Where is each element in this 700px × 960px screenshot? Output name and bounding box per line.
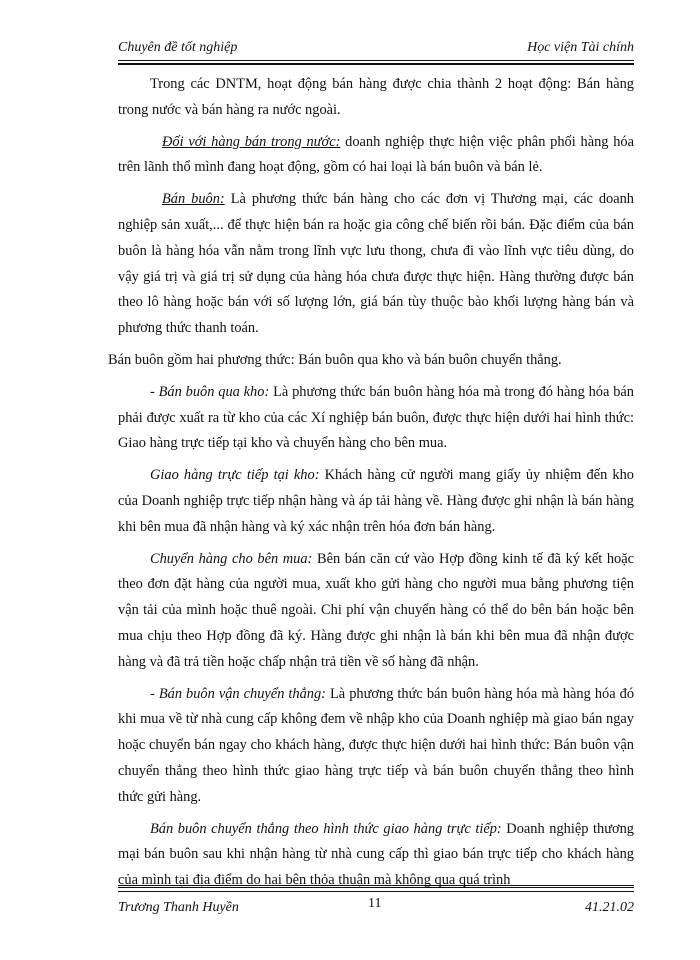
paragraph-ship-to-buyer: Chuyển hàng cho bên mua: Bên bán căn cứ vào Hợp đồng kinh tế đã ký kết hoặc theo đơn đặt hàng của người mua, xuất kho gửi hàng cho người mua bằng phương tiện vận tải của mình hoặc thuê ngoài. Chi phí vận chuyển hàng có thể do bên bán hoặc bên mua chịu theo Hợp đồng đã ký. Hàng được ghi nhận là bán khi bên mua đã nhận được hàng và đã trả tiền hoặc chấp nhận trả tiền về số hàng đã nhận. bbox=[118, 550, 634, 670]
document-body bbox=[108, 72, 635, 900]
paragraph-domestic-sales: Đối với hàng bán trong nước: doanh nghiệp thực hiện việc phân phối hàng hóa trên lãnh thổ mình đang hoạt động, gồm có hai loại là bán buôn và bán lẻ. bbox=[118, 133, 635, 176]
header-title-right: Học viện Tài chính bbox=[527, 40, 634, 55]
paragraph-intro: Trong các DNTM, hoạt động bán hàng được chia thành 2 hoạt động: Bán hàng trong nước và bán hàng ra nước ngoài. bbox=[118, 76, 634, 118]
header-title-left: Chuyên đề tốt nghiệp bbox=[118, 40, 238, 55]
term-drop-ship-wholesale: Bán buôn vận chuyển thẳng: bbox=[158, 685, 326, 702]
header-rule-thick bbox=[118, 63, 634, 65]
term-wholesale: Bán buôn: bbox=[162, 191, 225, 208]
term-warehouse-wholesale: Bán buôn qua kho: bbox=[158, 383, 270, 400]
paragraph-wholesale-methods: Bán buôn gồm hai phương thức: Bán buôn qua kho và bán buôn chuyển thẳng. bbox=[108, 351, 562, 368]
page-header bbox=[118, 38, 634, 60]
paragraph-warehouse-wholesale: - Bán buôn qua kho: Là phương thức bán buôn hàng hóa mà trong đó hàng hóa bán phải được xuất ra từ kho của các Xí nghiệp bán buôn, được thực hiện dưới hai hình thức: Giao hàng trực tiếp tại kho và chuyển hàng cho bên mua. bbox=[118, 383, 634, 452]
footer-code: 41.21.02 bbox=[585, 900, 634, 915]
page-number: 11 bbox=[368, 896, 382, 911]
term-ship-to-buyer: Chuyển hàng cho bên mua: bbox=[150, 550, 313, 567]
paragraph-wholesale: Bán buôn: Là phương thức bán hàng cho các đơn vị Thương mại, các doanh nghiệp sản xuất,... để thực hiện bán ra hoặc gia công chế biến rồi bán. Đặc điểm của bán buôn là hàng hóa vẫn nằm trong lĩnh vực lưu thong, chưa đi vào lĩnh vực tiêu dùng, do vậy giá trị và giá trị sử dụng của hàng hóa chưa được thực hiện. Hàng thường được bán theo lô hàng hoặc bán với số lượng lớn, giá bán tùy thuộc bào khối lượng hàng bán và phương thức thanh toán. bbox=[118, 191, 635, 337]
term-direct-delivery: Giao hàng trực tiếp tại kho: bbox=[150, 467, 320, 484]
footer-rule-thin bbox=[118, 891, 634, 892]
footer-rule bbox=[118, 885, 634, 888]
footer-author: Trương Thanh Huyền bbox=[118, 900, 239, 915]
paragraph-direct-delivery: Giao hàng trực tiếp tại kho: Khách hàng cử người mang giấy ủy nhiệm đến kho của Doanh nghiệp trực tiếp nhận hàng và áp tải hàng về. Hàng được ghi nhận là bán hàng khi bên mua đã nhận hàng và ký xác nhận trên hóa đơn bán hàng. bbox=[118, 467, 634, 535]
term-drop-ship-direct: Bán buôn chuyển thẳng theo hình thức giao hàng trực tiếp: bbox=[150, 820, 502, 837]
paragraph-drop-ship-wholesale: - Bán buôn vận chuyển thẳng: Là phương thức bán buôn hàng hóa mà hàng hóa đó khi mua về từ nhà cung cấp không đem về nhập kho của Doanh nghiệp mà giao bán ngay hoặc chuyển bán ngay cho khách hàng, được thực hiện dưới hai hình thức: Bán buôn vận chuyển thẳng theo hình thức giao hàng trực tiếp và bán buôn chuyển thẳng theo hình thức gửi hàng. bbox=[118, 685, 635, 805]
term-domestic-sales: Đối với hàng bán trong nước: bbox=[162, 133, 341, 150]
paragraph-drop-ship-direct: Bán buôn chuyển thẳng theo hình thức giao hàng trực tiếp: Doanh nghiệp thương mại bán buôn sau khi nhận hàng từ nhà cung cấp thì giao bán trực tiếp cho khách hàng của mình tại địa điểm do hai bên thỏa thuận mà không qua quá trình bbox=[118, 820, 635, 889]
header-rule bbox=[118, 60, 634, 61]
